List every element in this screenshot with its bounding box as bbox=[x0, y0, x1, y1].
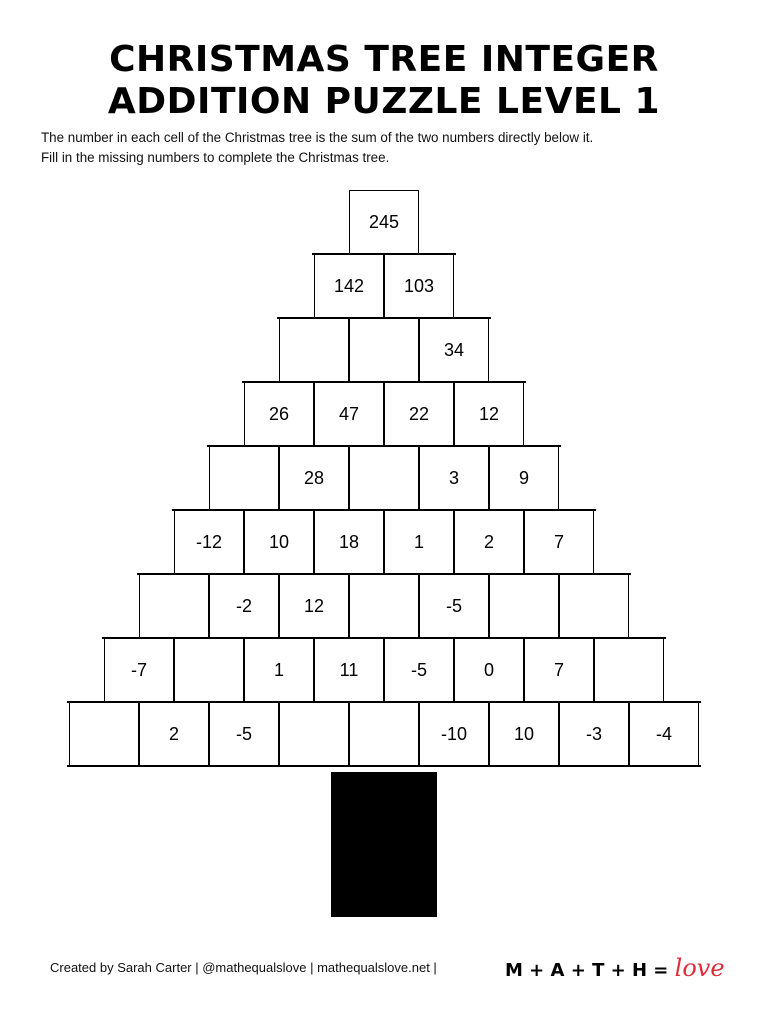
tree-cell-empty[interactable] bbox=[594, 638, 664, 702]
tree-cell-empty[interactable] bbox=[349, 446, 419, 510]
tree-cell-empty[interactable] bbox=[139, 574, 209, 638]
tree-cell: -4 bbox=[629, 702, 699, 766]
tree-cell: 2 bbox=[139, 702, 209, 766]
page-title-line-1: CHRISTMAS TREE INTEGER bbox=[109, 39, 659, 80]
tree-cell: 26 bbox=[244, 382, 314, 446]
tree-cell: -3 bbox=[559, 702, 629, 766]
tree-cell: 10 bbox=[244, 510, 314, 574]
tree-cell: 142 bbox=[314, 254, 384, 318]
tree-cell-empty[interactable] bbox=[279, 702, 349, 766]
instructions-line-2: Fill in the missing numbers to complete the Christmas tree. bbox=[41, 150, 390, 165]
tree-cell: 28 bbox=[279, 446, 349, 510]
tree-cell: 12 bbox=[454, 382, 524, 446]
tree-cell: 0 bbox=[454, 638, 524, 702]
tree-cell: 34 bbox=[419, 318, 489, 382]
tree-cell: 22 bbox=[384, 382, 454, 446]
tree-cell: 3 bbox=[419, 446, 489, 510]
brand-logo bbox=[505, 954, 725, 982]
tree-cell: 1 bbox=[384, 510, 454, 574]
tree-trunk bbox=[331, 772, 437, 917]
tree-cell: 18 bbox=[314, 510, 384, 574]
tree-cell: 9 bbox=[489, 446, 559, 510]
tree-cell: 1 bbox=[244, 638, 314, 702]
tree-cell: -5 bbox=[384, 638, 454, 702]
tree-cell-empty[interactable] bbox=[489, 574, 559, 638]
tree-cell: 10 bbox=[489, 702, 559, 766]
tree-cell-empty[interactable] bbox=[559, 574, 629, 638]
brand-love: love bbox=[674, 954, 725, 982]
tree-base-line bbox=[67, 765, 701, 767]
page-title-line-2: ADDITION PUZZLE LEVEL 1 bbox=[107, 81, 661, 122]
brand-prefix: M + A + T + H = bbox=[505, 960, 669, 981]
tree-cell: -2 bbox=[209, 574, 279, 638]
tree-cell-empty[interactable] bbox=[349, 318, 419, 382]
tree-cell: -5 bbox=[209, 702, 279, 766]
tree-cell: 12 bbox=[279, 574, 349, 638]
tree-cell: 245 bbox=[349, 190, 419, 254]
tree-cell: -12 bbox=[174, 510, 244, 574]
tree-cell: -5 bbox=[419, 574, 489, 638]
instructions-line-1: The number in each cell of the Christmas tree is the sum of the two numbers directly below it. bbox=[41, 130, 594, 145]
tree-cell-empty[interactable] bbox=[69, 702, 139, 766]
tree-cell: 47 bbox=[314, 382, 384, 446]
tree-cell: 103 bbox=[384, 254, 454, 318]
tree-cell-empty[interactable] bbox=[174, 638, 244, 702]
tree-cell-empty[interactable] bbox=[279, 318, 349, 382]
footer-credit: Created by Sarah Carter | @mathequalslove | mathequalslove.net | bbox=[50, 960, 437, 975]
tree-cell: 7 bbox=[524, 510, 594, 574]
tree-cell-empty[interactable] bbox=[349, 574, 419, 638]
tree-cell: -7 bbox=[104, 638, 174, 702]
tree-cell-empty[interactable] bbox=[349, 702, 419, 766]
tree-cell: -10 bbox=[419, 702, 489, 766]
tree-cell: 11 bbox=[314, 638, 384, 702]
tree-cell-empty[interactable] bbox=[209, 446, 279, 510]
tree-cell: 7 bbox=[524, 638, 594, 702]
tree-cell: 2 bbox=[454, 510, 524, 574]
